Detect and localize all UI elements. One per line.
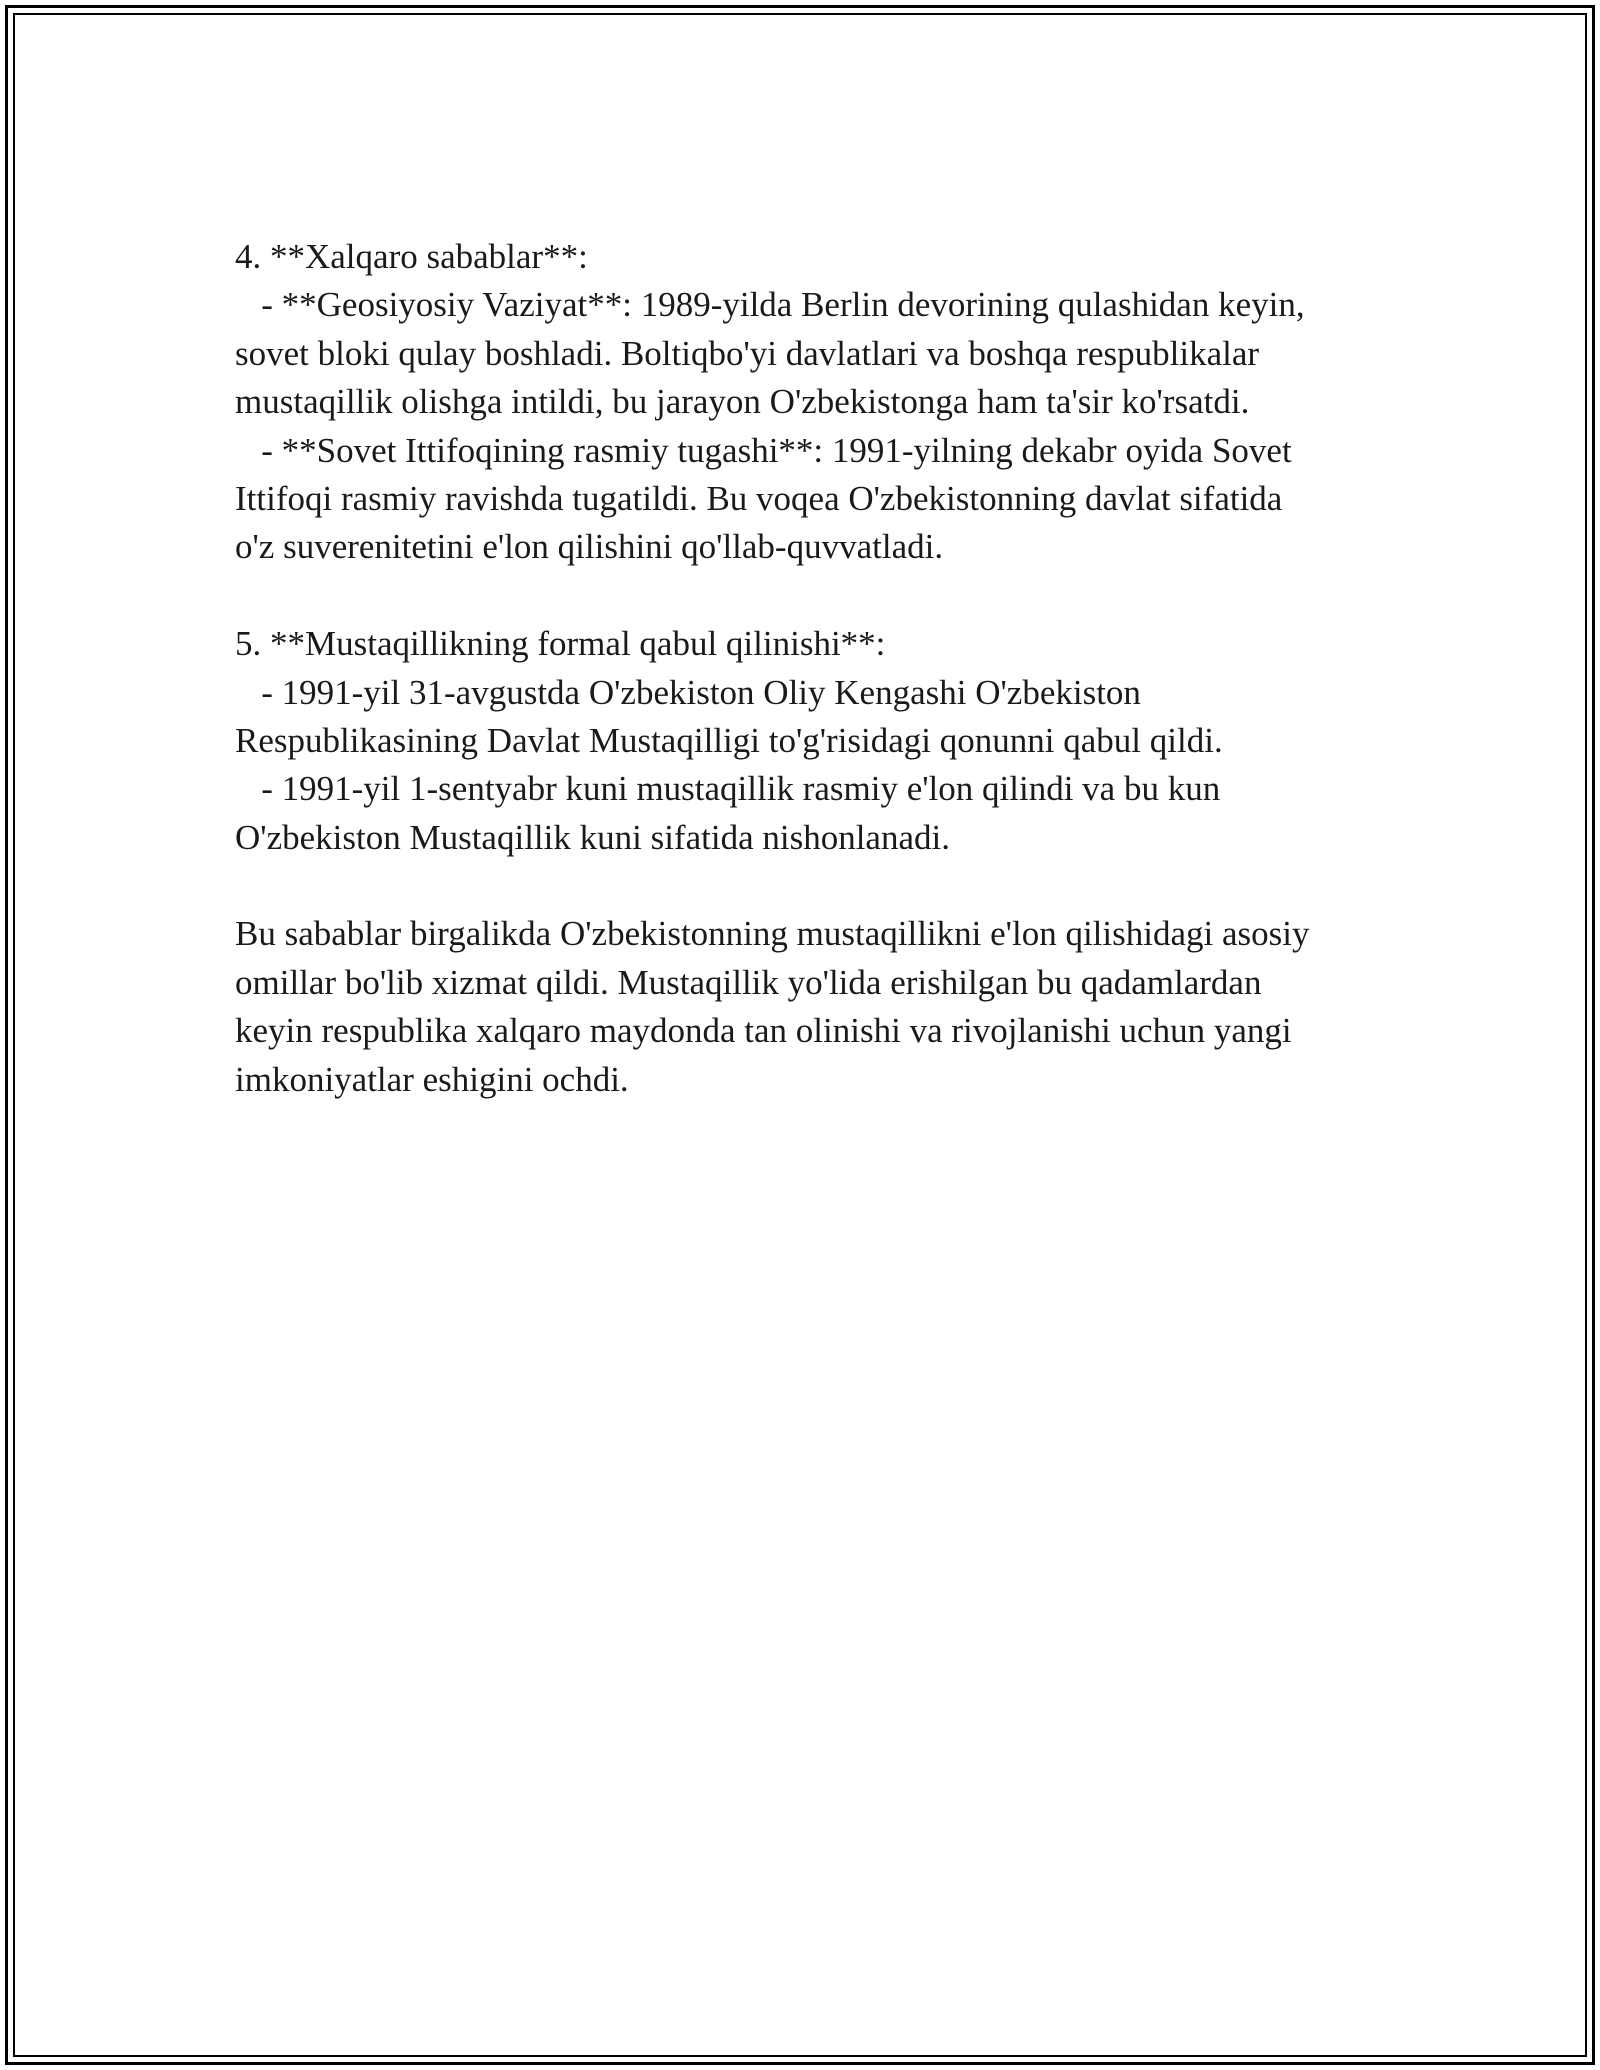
- text-line: - **Geosiyosiy Vaziyat**: 1989-yilda Berlin devorining qulashidan keyin,: [235, 285, 1305, 325]
- text-line: Bu sabablar birgalikda O'zbekistonning mustaqillikni e'lon qilishidagi asosiy: [235, 914, 1310, 954]
- text-line: Respublikasining Davlat Mustaqilligi to'g'risidagi qonunni qabul qildi.: [235, 720, 1223, 760]
- section-4-bullet-sovet: [235, 427, 1395, 572]
- text-line: o'z suverenitetini e'lon qilishini qo'llab-quvvatladi.: [235, 527, 944, 567]
- section-4: [235, 233, 1395, 572]
- text-line: Ittifoqi rasmiy ravishda tugatildi. Bu voqea O'zbekistonning davlat sifatida: [235, 478, 1283, 518]
- section-4-bullet-geosiyosiy: [235, 281, 1395, 426]
- paragraph-spacer: [235, 572, 1395, 620]
- section-5-bullet-sentyabr: [235, 765, 1395, 862]
- text-line: keyin respublika xalqaro maydonda tan olinishi va rivojlanishi uchun yangi: [235, 1011, 1292, 1051]
- document-body: [235, 233, 1395, 1104]
- section-5-bullet-qonun: [235, 669, 1395, 766]
- text-line: imkoniyatlar eshigini ochdi.: [235, 1059, 629, 1099]
- section-5: [235, 620, 1395, 862]
- text-line: omillar bo'lib xizmat qildi. Mustaqillik yo'lida erishilgan bu qadamlardan: [235, 962, 1262, 1002]
- text-line: O'zbekiston Mustaqillik kuni sifatida nishonlanadi.: [235, 817, 950, 857]
- text-line: - 1991-yil 1-sentyabr kuni mustaqillik rasmiy e'lon qilindi va bu kun: [235, 769, 1221, 809]
- text-line: mustaqillik olishga intildi, bu jarayon O'zbekistonga ham ta'sir ko'rsatdi.: [235, 382, 1250, 422]
- text-line: sovet bloki qulay boshladi. Boltiqbo'yi davlatlari va boshqa respublikalar: [235, 333, 1260, 373]
- paragraph-spacer: [235, 862, 1395, 910]
- conclusion-paragraph: [235, 910, 1395, 1104]
- section-4-heading: 4. **Xalqaro sabablar**:: [235, 237, 588, 276]
- section-5-heading: 5. **Mustaqillikning formal qabul qilinishi**:: [235, 624, 886, 664]
- text-line: - **Sovet Ittifoqining rasmiy tugashi**: 1991-yilning dekabr oyida Sovet: [235, 430, 1292, 470]
- text-line: - 1991-yil 31-avgustda O'zbekiston Oliy Kengashi O'zbekiston: [235, 672, 1141, 712]
